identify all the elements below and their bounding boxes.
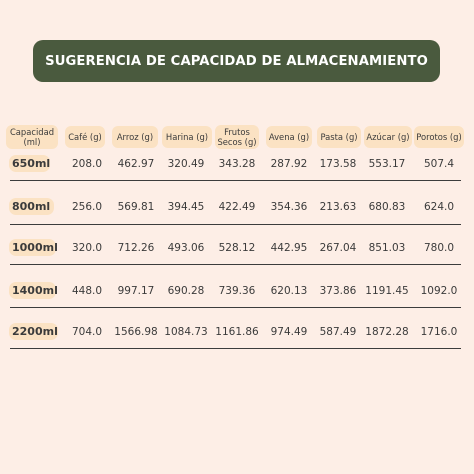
column-header-frutos-secos: Frutos Secos (g) bbox=[215, 125, 259, 149]
table-cell: 587.49 bbox=[319, 326, 357, 338]
table-cell: 442.95 bbox=[270, 242, 308, 254]
row-capacity-label: 1400ml bbox=[9, 282, 56, 299]
column-header-cafe: Café (g) bbox=[65, 126, 105, 148]
table-cell: 704.0 bbox=[71, 326, 103, 338]
table-cell: 462.97 bbox=[117, 158, 155, 170]
table-cell: 287.92 bbox=[270, 158, 308, 170]
table-cell: 1872.28 bbox=[365, 326, 409, 338]
column-header-harina: Harina (g) bbox=[162, 126, 212, 148]
table-cell: 320.49 bbox=[167, 158, 205, 170]
column-header-porotos: Porotos (g) bbox=[414, 126, 464, 148]
table-cell: 1092.0 bbox=[420, 285, 458, 297]
row-divider bbox=[10, 307, 461, 308]
table-cell: 267.04 bbox=[319, 242, 357, 254]
table-cell: 974.49 bbox=[270, 326, 308, 338]
row-capacity-label: 800ml bbox=[9, 198, 54, 215]
table-cell: 690.28 bbox=[167, 285, 205, 297]
table-cell: 373.86 bbox=[319, 285, 357, 297]
table-cell: 624.0 bbox=[423, 201, 455, 213]
table-cell: 354.36 bbox=[270, 201, 308, 213]
column-header-pasta: Pasta (g) bbox=[317, 126, 361, 148]
title-banner bbox=[33, 40, 440, 82]
table-cell: 256.0 bbox=[71, 201, 103, 213]
table-cell: 680.83 bbox=[368, 201, 406, 213]
table-cell: 1161.86 bbox=[215, 326, 259, 338]
table-cell: 620.13 bbox=[270, 285, 308, 297]
table-cell: 173.58 bbox=[319, 158, 357, 170]
column-header-avena: Avena (g) bbox=[266, 126, 312, 148]
page-title: SUGERENCIA DE CAPACIDAD DE ALMACENAMIENTO bbox=[45, 53, 428, 69]
row-divider bbox=[10, 180, 461, 181]
table-cell: 448.0 bbox=[71, 285, 103, 297]
column-header-azucar: Azúcar (g) bbox=[364, 126, 412, 148]
table-cell: 493.06 bbox=[167, 242, 205, 254]
table-cell: 712.26 bbox=[117, 242, 155, 254]
row-capacity-label: 1000ml bbox=[9, 239, 56, 256]
row-capacity-label: 650ml bbox=[9, 155, 50, 172]
table-cell: 208.0 bbox=[71, 158, 103, 170]
table-cell: 851.03 bbox=[368, 242, 406, 254]
table-cell: 394.45 bbox=[167, 201, 205, 213]
table-cell: 569.81 bbox=[117, 201, 155, 213]
table-cell: 320.0 bbox=[71, 242, 103, 254]
table-cell: 780.0 bbox=[423, 242, 455, 254]
table-cell: 553.17 bbox=[368, 158, 406, 170]
table-cell: 528.12 bbox=[218, 242, 256, 254]
row-divider bbox=[10, 224, 461, 225]
row-divider bbox=[10, 348, 461, 349]
column-header-arroz: Arroz (g) bbox=[112, 126, 158, 148]
table-cell: 213.63 bbox=[319, 201, 357, 213]
column-header-capacity: Capacidad (ml) bbox=[6, 125, 58, 149]
row-capacity-label: 2200ml bbox=[9, 323, 58, 340]
table-cell: 997.17 bbox=[117, 285, 155, 297]
table-cell: 1566.98 bbox=[114, 326, 158, 338]
table-cell: 1716.0 bbox=[420, 326, 458, 338]
table-cell: 343.28 bbox=[218, 158, 256, 170]
table-cell: 739.36 bbox=[218, 285, 256, 297]
table-cell: 422.49 bbox=[218, 201, 256, 213]
row-divider bbox=[10, 264, 461, 265]
table-cell: 1084.73 bbox=[164, 326, 208, 338]
table-cell: 1191.45 bbox=[365, 285, 409, 297]
table-cell: 507.4 bbox=[423, 158, 455, 170]
